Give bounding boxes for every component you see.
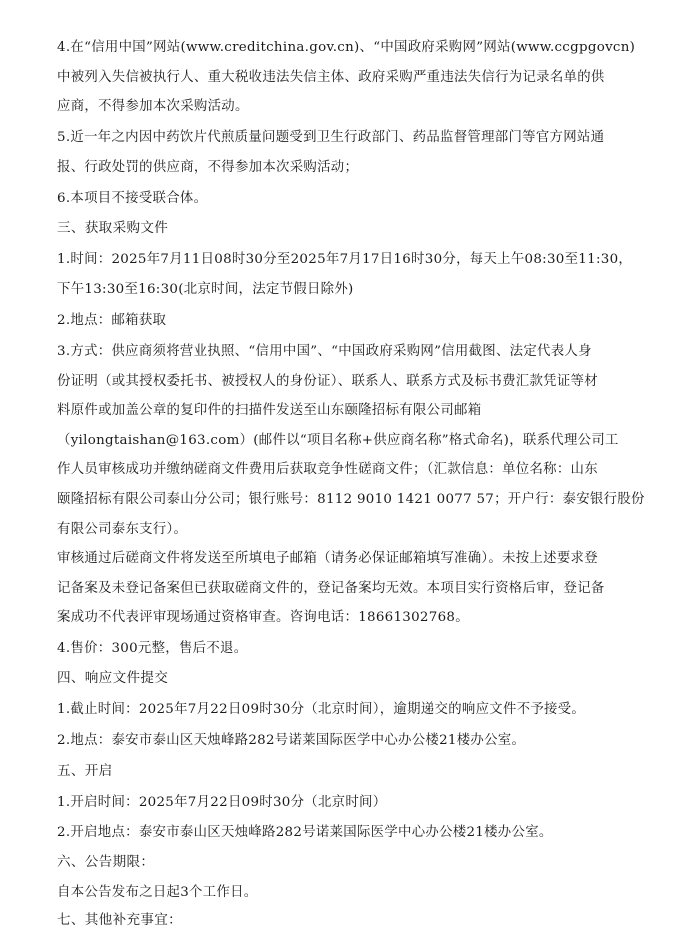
- text-line: 料原件或加盖公章的复印件的扫描件发送至山东颐隆招标有限公司邮箱: [57, 403, 482, 419]
- obtain-method: [57, 337, 661, 544]
- heading-text: 三、获取采购文件: [57, 220, 169, 236]
- heading-text: 五、开启: [57, 763, 113, 779]
- text-line: 2.开启地点：泰安市泰山区天烛峰路282号诺莱国际医学中心办公楼21楼办公室。: [57, 825, 553, 840]
- section-heading-6: [57, 848, 661, 878]
- text-line: 作人员审核成功并缴纳磋商文件费用后获取竞争性磋商文件；（汇款信息：单位名称：山东: [57, 462, 598, 478]
- text-line: 1.开启时间：2025年7月22日09时30分（北京时间）: [57, 795, 387, 810]
- opening-location: [57, 818, 661, 848]
- text-line: 4.在“信用中国”网站(www.creditchina.gov.cn)、“中国政府采购网”网站(www.ccgpgovcn): [57, 40, 636, 55]
- text-line: 1.截止时间：2025年7月22日09时30分（北京时间），逾期递交的响应文件不予接受。: [57, 702, 586, 717]
- paragraph-item-6: [57, 184, 661, 214]
- submission-deadline: [57, 695, 661, 725]
- section-heading-4: [57, 664, 661, 694]
- text-line: 4.售价：300元整，售后不退。: [57, 641, 248, 656]
- heading-text: 六、公告期限：: [57, 854, 155, 870]
- section-heading-5: [57, 757, 661, 787]
- price-info: [57, 634, 661, 664]
- text-line: 案成功不代表评审现场通过资格审查。咨询电话：18661302768。: [57, 610, 469, 626]
- text-line: 记备案及未登记备案但已获取磋商文件的，登记备案均无效。本项目实行资格后审，登记备: [57, 580, 605, 596]
- text-line: 颐隆招标有限公司泰山分公司；银行账号：8112 9010 1421 0077 57；开户行：泰安银行股份: [57, 491, 645, 507]
- paragraph-item-4: [57, 33, 661, 122]
- text-line: 5.近一年之内因中药饮片代煎质量问题受到卫生行政部门、药品监督管理部门等官方网站通: [57, 130, 605, 145]
- text-line: 2.地点：泰安市泰山区天烛峰路282号诺莱国际医学中心办公楼21楼办公室。: [57, 733, 526, 748]
- text-line: 下午13:30至16:30(北京时间，法定节假日除外): [57, 281, 354, 297]
- section-heading-7: [57, 906, 661, 936]
- text-line: 审核通过后磋商文件将发送至所填电子邮箱（请务必保证邮箱填写准确）。未按上述要求登: [57, 551, 598, 566]
- text-line: 自本公告发布之日起3个工作日。: [57, 885, 258, 900]
- text-line: 报、行政处罚的供应商，不得参加本次采购活动；: [57, 159, 359, 175]
- obtain-time: [57, 245, 661, 304]
- heading-text: 四、响应文件提交: [57, 670, 169, 686]
- section-heading-3: [57, 214, 661, 244]
- announcement-period: [57, 878, 661, 908]
- text-line: 1.时间：2025年7月11日08时30分至2025年7月17日16时30分，每天上午08:30至11:30，: [57, 252, 633, 267]
- review-notice: [57, 544, 661, 633]
- submission-location: [57, 726, 661, 756]
- text-line: 份证明（或其授权委托书、被授权人的身份证）、联系人、联系方式及标书费汇款凭证等材: [57, 373, 598, 389]
- paragraph-item-5: [57, 123, 661, 182]
- text-line: 6.本项目不接受联合体。: [57, 191, 208, 206]
- obtain-location: [57, 306, 661, 336]
- text-line: 3.方式：供应商须将营业执照、“信用中国”、“中国政府采购网”信用截图、法定代表人身: [57, 344, 592, 359]
- text-line: 应商，不得参加本次采购活动。: [57, 99, 249, 115]
- text-line: 有限公司泰东支行）。: [57, 521, 188, 537]
- opening-time: [57, 788, 661, 818]
- text-line: 2.地点：邮箱获取: [57, 313, 167, 328]
- heading-text: 七、其他补充事宜：: [57, 912, 183, 928]
- text-line: （yilongtaishan@163.com）(邮件以“项目名称+供应商名称”格式命名)，联系代理公司工: [57, 432, 619, 448]
- text-line: 中被列入失信被执行人、重大税收违法失信主体、政府采购严重违法失信行为记录名单的供: [57, 69, 605, 85]
